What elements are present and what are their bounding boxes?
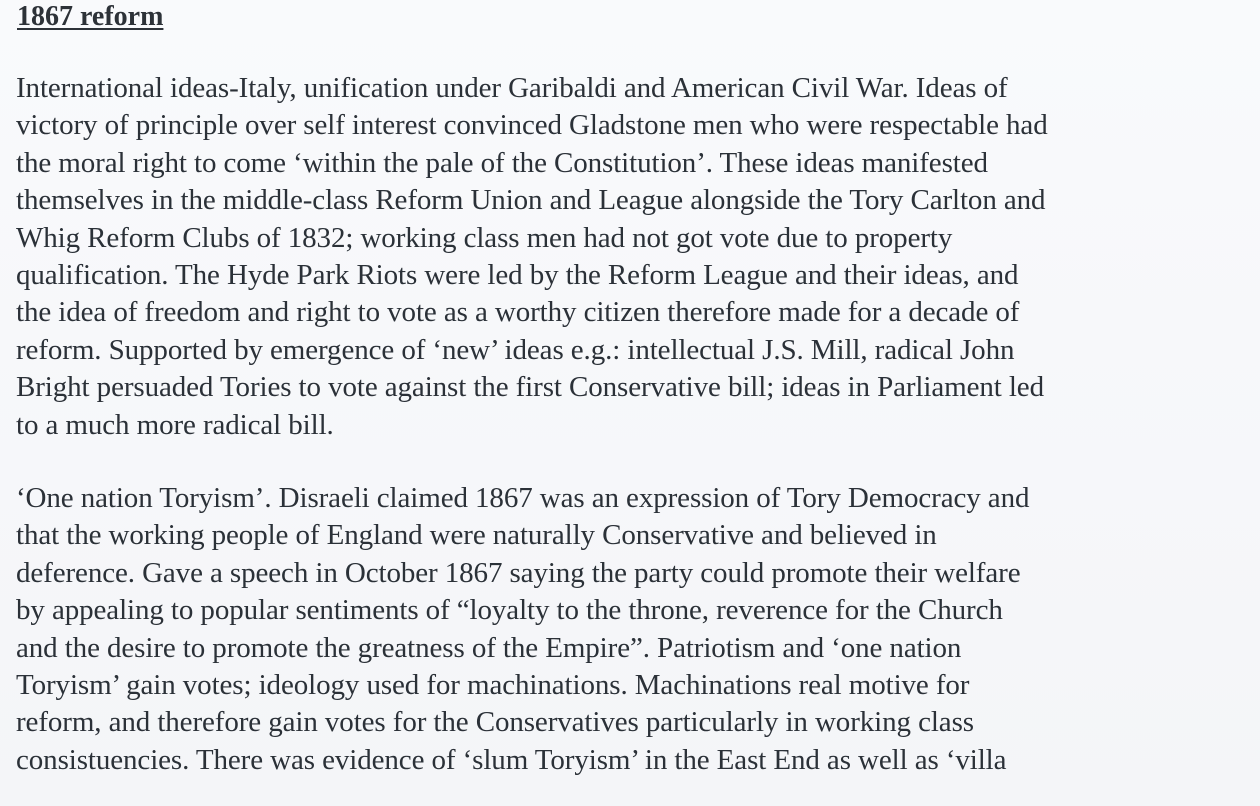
text-line: victory of principle over self interest convinced Gladstone men who were respectable had [16,109,1048,142]
text-line: Whig Reform Clubs of 1832; working class men had not got vote due to property [16,221,953,254]
text-line: ‘One nation Toryism’. Disraeli claimed 1867 was an expression of Tory Democracy and [16,482,1030,514]
text-line: International ideas-Italy, unification under Garibaldi and American Civil War. Ideas of [16,72,1008,104]
text-line: qualification. The Hyde Park Riots were led by the Reform League and their ideas, and [16,259,1019,292]
text-line: that the working people of England were naturally Conservative and believed in [16,519,937,552]
paragraph-one-nation-toryism [16,480,1029,779]
paragraph-international-ideas [16,70,1048,444]
document-heading: 1867 reform [17,1,164,32]
text-line: reform. Supported by emergence of ‘new’ ideas e.g.: intellectual J.S. Mill, radical John [16,333,1015,366]
text-line: the idea of freedom and right to vote as a worthy citizen therefore made for a decade of [16,296,1020,329]
text-line: to a much more radical bill. [16,408,334,441]
text-line: themselves in the middle-class Reform Union and League alongside the Tory Carlton and [16,184,1046,217]
text-line: Toryism’ gain votes; ideology used for machinations. Machinations real motive for [16,669,970,702]
text-line: and the desire to promote the greatness of the Empire”. Patriotism and ‘one nation [16,631,962,664]
text-line: consistuencies. There was evidence of ‘slum Toryism’ in the East End as well as ‘villa [16,743,1007,776]
text-line: deference. Gave a speech in October 1867 saying the party could promote their welfare [16,556,1021,589]
text-line: reform, and therefore gain votes for the Conservatives particularly in working class [16,706,974,739]
text-line: by appealing to popular sentiments of “loyalty to the throne, reverence for the Church [16,594,1003,627]
text-line: the moral right to come ‘within the pale of the Constitution’. These ideas manifested [16,146,988,179]
text-line: Bright persuaded Tories to vote against the first Conservative bill; ideas in Parliament led [16,371,1044,404]
